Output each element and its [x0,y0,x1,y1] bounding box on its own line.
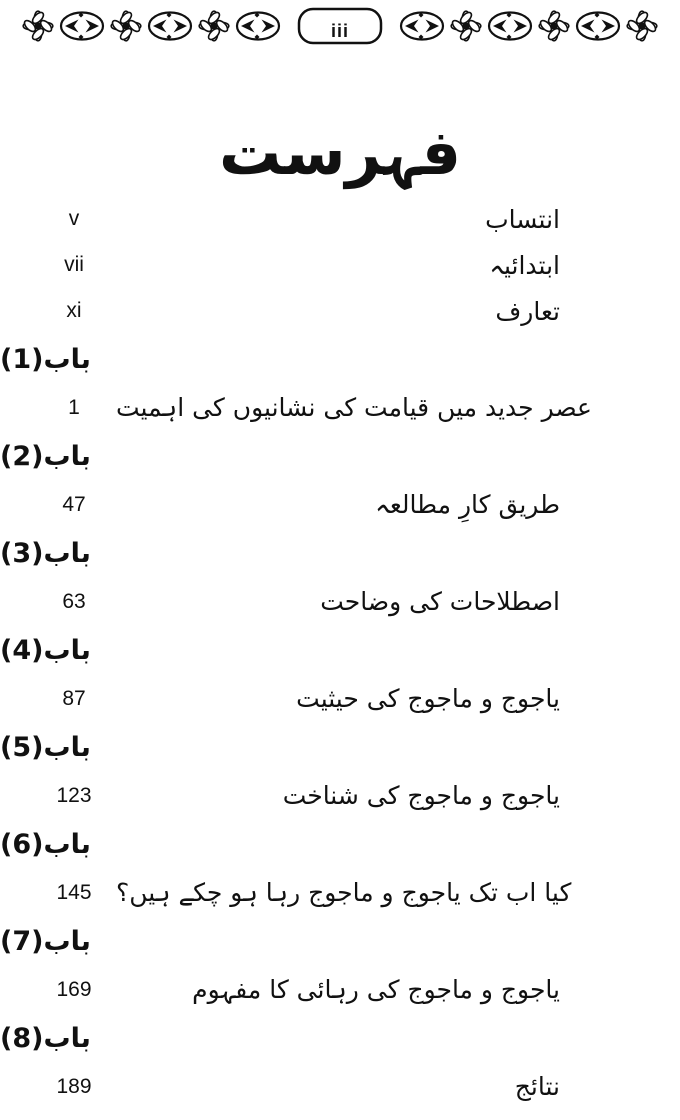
toc-entry-dedication [0,196,680,242]
toc-chapter-5 [0,722,680,819]
toc-chapter-4 [0,625,680,722]
entry-label: نتائج [514,1072,560,1101]
toc-entry [0,481,680,528]
toc-title: فہرست [218,115,462,189]
entry-page-number: 47 [62,492,86,516]
toc-entry [0,384,680,431]
toc-chapter-6 [0,819,680,916]
toc-entry [0,869,680,916]
entry-label: تعارف [495,296,560,326]
toc-entry-preface [0,242,680,288]
chapter-heading: باب(7) [0,925,91,957]
entry-page-number: xi [66,299,82,322]
entry-page-number: v [68,207,80,230]
entry-label: عصر جدید میں قیامت کی نشانیوں کی اہمیت [116,393,592,422]
toc-chapter-1 [0,334,680,431]
entry-label: طریق کارِ مطالعہ [375,490,560,519]
entry-page-number: 123 [56,783,92,807]
entry-label: یاجوج و ماجوج کی شناخت [282,781,560,810]
chapter-heading: باب(3) [0,537,91,569]
entry-label: ابتدائیہ [489,250,560,280]
entry-label: یاجوج و ماجوج کی حیثیت [296,684,560,713]
entry-label: اصطلاحات کی وضاحت [320,587,560,616]
entry-page-number: vii [64,253,84,276]
chapter-heading: باب(8) [0,1022,91,1054]
toc-entry [0,1063,680,1110]
page-number: iii [330,20,349,41]
chapter-heading: باب(1) [0,343,91,375]
chapter-heading: باب(2) [0,440,91,472]
chapter-heading: باب(4) [0,634,91,666]
entry-page-number: 189 [56,1074,92,1098]
toc-entry [0,675,680,722]
entry-label: کیا اب تک یاجوج و ماجوج رہا ہو چکے ہیں؟ [116,878,572,907]
chapter-heading: باب(5) [0,731,91,763]
table-of-contents [0,196,680,1110]
toc-chapter-3 [0,528,680,625]
entry-page-number: 169 [56,977,92,1001]
entry-page-number: 145 [56,880,92,904]
toc-entry [0,772,680,819]
entry-label: یاجوج و ماجوج کی رہائی کا مفہوم [192,975,560,1004]
toc-chapter-8 [0,1013,680,1110]
toc-entry [0,966,680,1013]
toc-chapter-2 [0,431,680,528]
chapter-heading: باب(6) [0,828,91,860]
toc-entry [0,578,680,625]
toc-entry-introduction [0,288,680,334]
entry-page-number: 87 [62,686,86,710]
entry-label: انتساب [485,204,560,234]
toc-chapter-7 [0,916,680,1013]
entry-page-number: 63 [62,589,86,613]
entry-page-number: 1 [68,395,80,419]
ornamental-border [0,6,680,46]
